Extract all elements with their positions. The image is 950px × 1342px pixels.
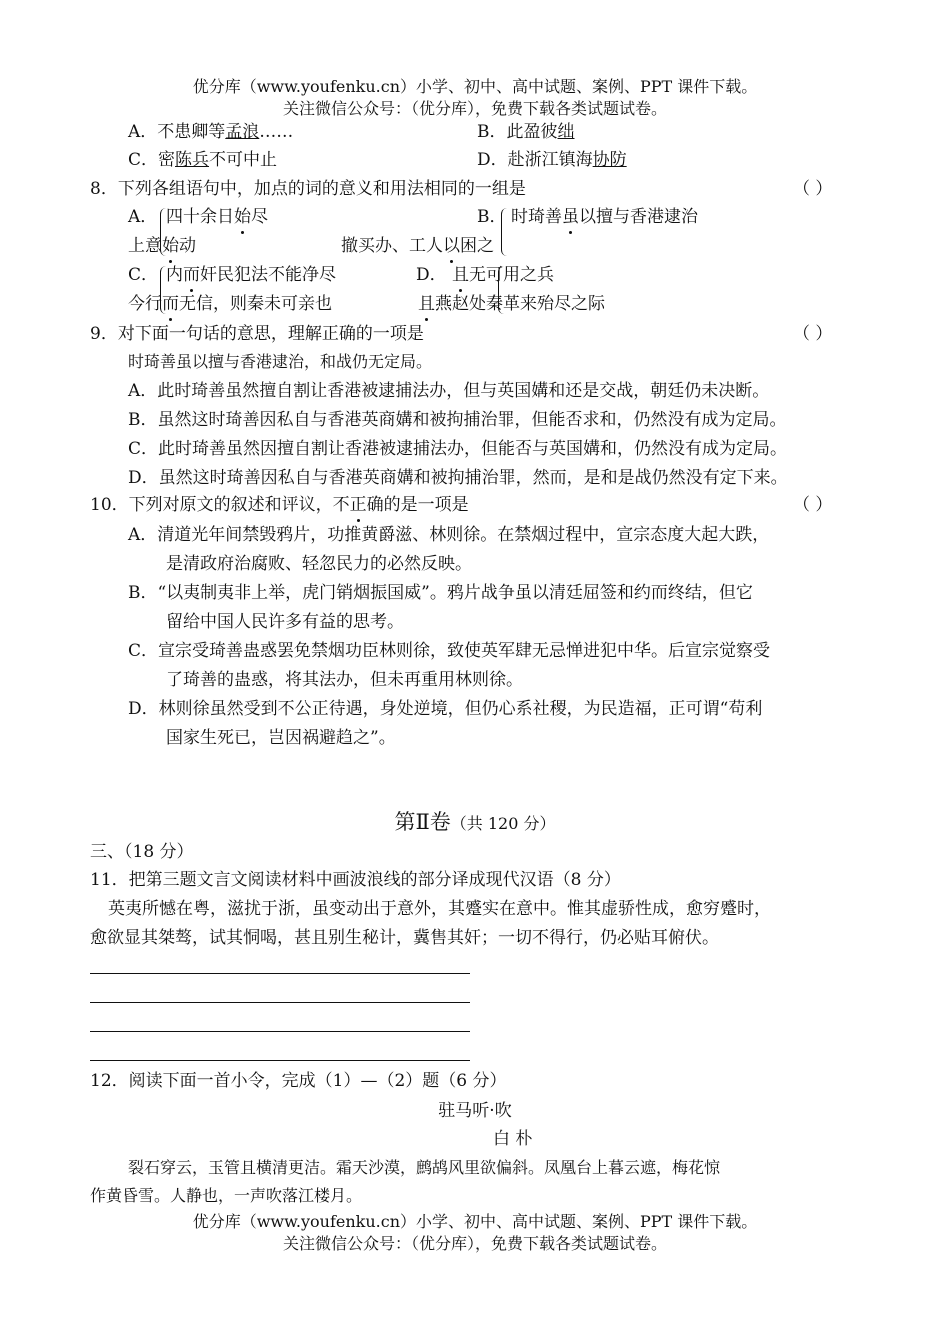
q11-stem: 11．把第三题文言文阅读材料中画波浪线的部分译成现代汉语（8 分）: [90, 870, 621, 890]
q9-option-b: B．虽然这时琦善因私自与香港英商媾和被拘捕治罪，但能否求和，仍然没有成为定局。: [128, 410, 787, 430]
header-line-1: 优分库（www.youfenku.cn）小学、初中、高中试题、案例、PPT 课件下载。: [192, 77, 758, 96]
poem-line-1: 裂石穿云，玉管且横清更洁。霜天沙漠，鹧鸪风里欲偏斜。凤凰台上暮云遮，梅花惊: [128, 1158, 721, 1177]
q8-c-line-2: 今行而无信，则秦未可亲也: [128, 294, 332, 314]
q8-stem: 8．下列各组语句中，加点的词的意义和用法相同的一组是: [90, 179, 526, 199]
q9-option-d: D．虽然这时琦善因私自与香港英商媾和被拘捕治罪，然而，是和是战仍然没有定下来。: [128, 468, 788, 488]
q10-option-d-line-1: D．林则徐虽然受到不公正待遇，身处逆境，但仍心系社稷，为民造福，正可谓“苟利: [128, 699, 763, 719]
q9-option-c: C．此时琦善虽然因擅自割让香港被逮捕法办，但能否与英国媾和，仍然没有成为定局。: [128, 439, 788, 459]
poem-title: 驻马听·吹: [438, 1101, 512, 1121]
poem-line-2: 作黄昏雪。人静也，一声吹落江楼月。: [90, 1186, 363, 1205]
q9-answer-paren: （ ）: [793, 324, 833, 344]
q8-b-line-1: 时琦善虽以擅与香港逮治: [511, 207, 698, 227]
q10-stem: 10．下列对原文的叙述和评议，不正确的是一项是: [90, 495, 469, 515]
q8-brace-b: [501, 208, 509, 256]
header-line-2: 关注微信公众号：（优分库），免费下载各类试题试卷。: [282, 99, 667, 118]
q8-a-line-2: 上意始动: [128, 236, 196, 256]
q12-stem: 12．阅读下面一首小令，完成（1）—（2）题（6 分）: [90, 1071, 507, 1091]
poem-author: 白 朴: [493, 1129, 533, 1149]
q8-d-line-2: 且燕赵处秦革来殆尽之际: [418, 294, 605, 314]
q11-answer-line-3[interactable]: [90, 1031, 470, 1032]
q8-d-line-1: 且无可用之兵: [452, 265, 554, 285]
section-3-heading: 三、（18 分）: [90, 842, 194, 862]
q7-option-b: B．此盈彼绌: [477, 122, 575, 142]
q8-label-b: B．: [477, 207, 507, 227]
q7-option-d: D．赴浙江镇海协防: [477, 150, 627, 170]
q11-passage-line-2: 愈欲显其桀骜，试其恫喝，甚且别生秘计，冀售其奸；一切不得行，仍必贴耳俯伏。: [90, 928, 719, 948]
q8-b-line-2: 撤买办、工人以困之: [341, 236, 494, 256]
q7-option-a: A．不患卿等孟浪……: [128, 122, 294, 142]
footer-line-2: 关注微信公众号：（优分库），免费下载各类试题试卷。: [282, 1234, 667, 1253]
q11-answer-line-1[interactable]: [90, 973, 470, 974]
q10-option-a-line-2: 是清政府治腐败、轻忽民力的必然反映。: [166, 554, 472, 574]
q8-c-line-1: 内而奸民犯法不能净尽: [166, 265, 336, 285]
part-2-heading: 第Ⅱ卷（共 120 分）: [394, 810, 556, 834]
q8-label-d: D．: [416, 265, 447, 285]
q10-option-c-line-2: 了琦善的蛊惑，将其法办，但未再重用林则徐。: [166, 670, 523, 690]
q7-option-c: C．密陈兵不可中止: [128, 150, 278, 170]
q9-quote: 时琦善虽以擅与香港逮治，和战仍无定局。: [128, 352, 433, 371]
q10-option-d-line-2: 国家生死已，岂因祸避趋之”。: [166, 728, 396, 748]
q10-option-c-line-1: C．宣宗受琦善蛊惑罢免禁烟功臣林则徐，致使英军肆无忌惮进犯中华。后宣宗觉察受: [128, 641, 771, 661]
q8-label-a: A．: [128, 207, 158, 227]
q9-stem: 9．对下面一句话的意思，理解正确的一项是: [90, 324, 424, 344]
q10-option-b-line-1: B．“以夷制夷非上举，虎门销烟振国威”。鸦片战争虽以清廷屈签和约而终结，但它: [128, 583, 753, 603]
q10-option-b-line-2: 留给中国人民许多有益的思考。: [166, 612, 404, 632]
q9-option-a: A．此时琦善虽然擅自割让香港被逮捕法办，但与英国媾和还是交战，朝廷仍未决断。: [128, 381, 770, 401]
q8-a-line-1: 四十余日始尽: [166, 207, 268, 227]
footer-line-1: 优分库（www.youfenku.cn）小学、初中、高中试题、案例、PPT 课件下载。: [192, 1212, 758, 1231]
q10-option-a-line-1: A．清道光年间禁毁鸦片，功推黄爵滋、林则徐。在禁烟过程中，宣宗态度大起大跌，: [128, 525, 770, 545]
q8-label-c: C．: [128, 265, 159, 285]
q10-answer-paren: （ ）: [793, 495, 833, 515]
q11-answer-line-2[interactable]: [90, 1002, 470, 1003]
q11-passage-line-1: 英夷所憾在粤，滋扰于浙，虽变动出于意外，其蹙实在意中。惟其虚骄性成，愈穷蹙时，: [108, 899, 771, 919]
q11-answer-line-4[interactable]: [90, 1060, 470, 1061]
q8-answer-paren: （ ）: [793, 179, 833, 199]
